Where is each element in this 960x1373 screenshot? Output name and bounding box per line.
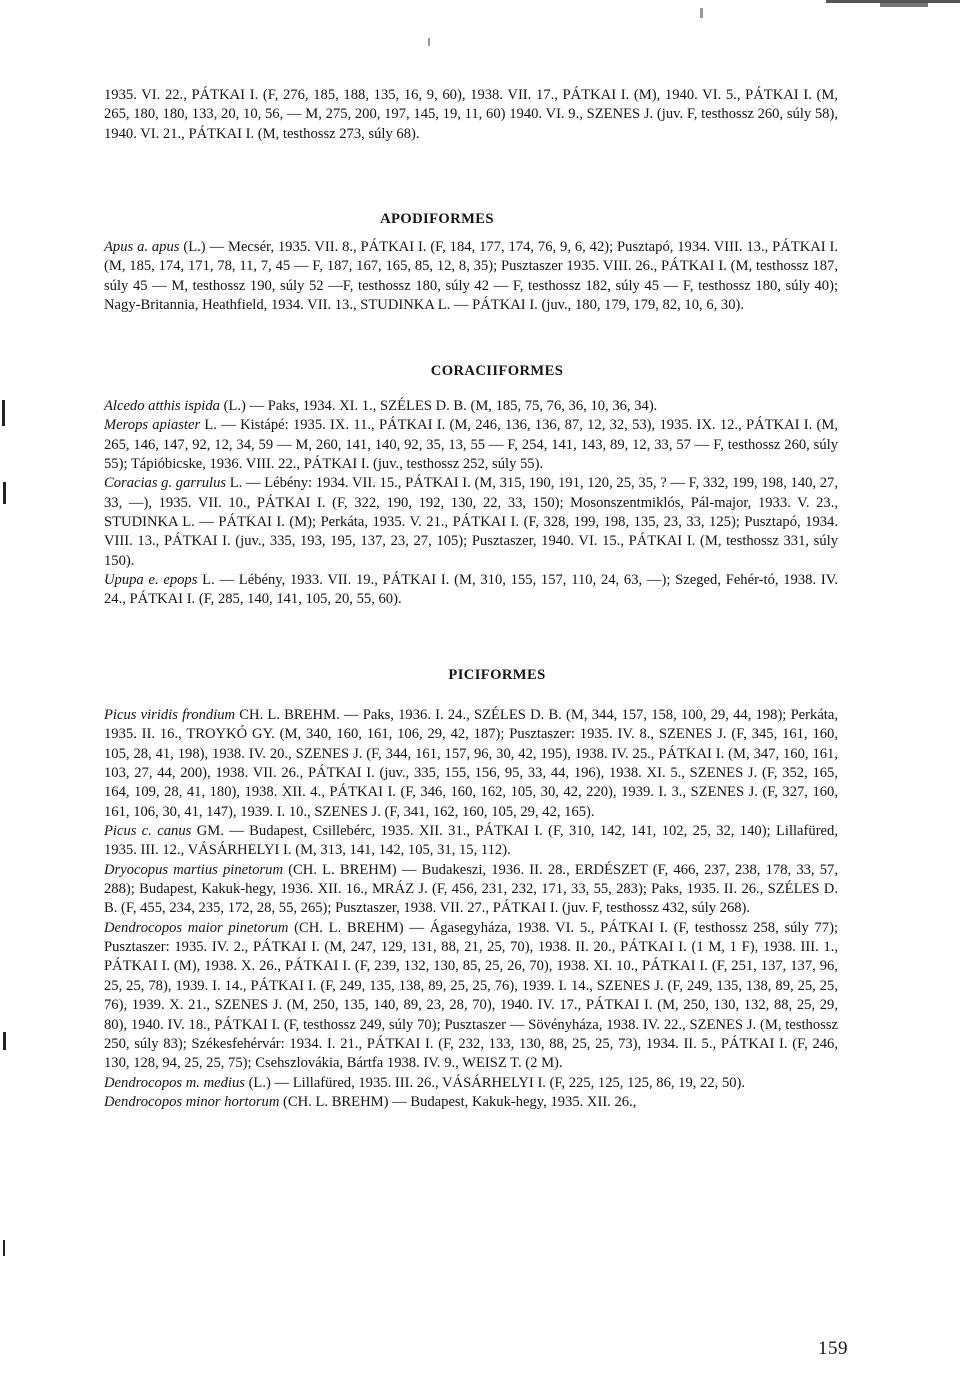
section-heading-coraciiformes: CORACIIFORMES [430, 363, 564, 379]
entry-text: (L.) — Mecsér, 1935. VII. 8., PÁTKAI I. (F, 184, 177, 174, 76, 9, 6, 42); Pusztapó, 1934. VIII. 13., PÁTKAI I. (M, 185, 174, 171, 78, 11, 7, 45 — F, 187, 167, 165, 85, 12, 8, 35); Pusztaszer 1935. VIII. 26., PÁTKAI I. (M, testhossz 187, súly 45 — M, testhossz 190, súly 52 —F, testhossz 180, súly 42 — F, testhossz 182, súly 45 — F, testhossz 180, súly 40); Nagy-Britannia, Heathfield, 1934. VII. 13., STUDINKA L. — PÁTKAI I. (juv., 180, 179, 179, 82, 10, 6, 30). [104, 239, 839, 314]
entry-text: (L.) — Paks, 1934. XI. 1., SZÉLES D. B. (M, 185, 75, 76, 36, 10, 36, 34). [219, 398, 658, 414]
species-name: Coracias g. garrulus [104, 475, 227, 492]
species-name: Dryocopus martius pinetorum [104, 861, 284, 878]
section-heading-apodiformes: APODIFORMES [380, 211, 494, 227]
species-name: Dendrocopos minor hortorum [104, 1093, 280, 1110]
species-entry [104, 1074, 838, 1093]
page-number: 159 [818, 1338, 848, 1359]
species-entry [104, 416, 838, 474]
scan-artifact [3, 1032, 6, 1050]
entry-text: L. — Lébény, 1933. VII. 19., PÁTKAI I. (M, 310, 155, 157, 110, 24, 63, —); Szeged, Fehér-tó, 1938. IV. 24., PÁTKAI I. (F, 285, 140, 141, 105, 20, 55, 60). [104, 572, 839, 608]
scan-artifact [3, 482, 6, 504]
entry-text: L. — Lébény: 1934. VII. 15., PÁTKAI I. (M, 315, 190, 191, 120, 25, 35, ? — F, 332, 199, 198, 140, 27, 33, —), 1935. VII. 10., PÁTKAI I. (F, 322, 190, 192, 130, 22, 33, 150); Mosonszentmiklós, Pál-major, 1933. V. 23., STUDINKA L. — PÁTKAI I. (M); Perkáta, 1935. V. 21., PÁTKAI I. (F, 328, 199, 198, 135, 23, 33, 125); Pusztapó, 1934. VIII. 13., PÁTKAI I. (juv., 335, 193, 195, 137, 23, 27, 105); Pusztaszer, 1940. VI. 15., PÁTKAI I. (M, testhossz 331, súly 150). [104, 475, 838, 569]
species-name: Alcedo atthis ispida [104, 398, 220, 414]
species-entry [104, 1093, 838, 1112]
species-entry [104, 238, 838, 315]
coraciiformes-section [104, 397, 838, 610]
species-name: Picus c. canus [104, 823, 192, 840]
intro-block [104, 86, 838, 144]
entry-text: (L.) — Lillafüred, 1935. III. 26., VÁSÁRHELYI I. (F, 225, 125, 125, 86, 19, 22, 50). [244, 1074, 746, 1091]
species-name: Picus viridis frondium [104, 707, 236, 723]
species-name: Dendrocopos m. medius [104, 1074, 245, 1091]
species-entry [104, 861, 838, 919]
entry-text: L. — Kistápé: 1935. IX. 11., PÁTKAI I. (M, 246, 136, 136, 87, 12, 32, 53), 1935. IX. 12., PÁTKAI I. (M, 265, 146, 147, 92, 12, 34, 59 — M, 260, 141, 140, 92, 35, 13, 55 — F, 254, 141, 143, 89, 12, 33, 57 — F, testhossz 260, súly 55); Tápióbicske, 1936. VIII. 22., PÁTKAI I. (juv., testhossz 252, súly 55). [104, 417, 838, 473]
species-entry [104, 397, 838, 416]
piciformes-section [104, 706, 838, 1112]
species-entry [104, 706, 838, 822]
species-entry [104, 822, 838, 861]
scan-artifact [880, 3, 928, 7]
scan-artifact [428, 38, 430, 46]
entry-text: GM. — Budapest, Csillebérc, 1935. XII. 31., PÁTKAI I. (F, 310, 142, 141, 102, 25, 32, 140); Lillafüred, 1935. III. 12., VÁSÁRHELYI I. (M, 313, 141, 142, 105, 31, 15, 112). [104, 823, 838, 859]
scan-artifact [2, 400, 5, 426]
species-entry [104, 571, 838, 610]
entry-text: CH. L. BREHM. — Paks, 1936. I. 24., SZÉLES D. B. (M, 344, 157, 158, 100, 29, 44, 198); Perkáta, 1935. II. 16., TROYKÓ GY. (M, 340, 160, 161, 106, 29, 42, 187); Pusztaszer: 1935. IV. 8., SZENES J. (F, 345, 161, 160, 105, 28, 41, 198), 1938. IV. 20., SZENES J. (F, 344, 161, 157, 96, 30, 42, 195), 1938. IV. 25., PÁTKAI I. (M, 347, 160, 161, 103, 27, 44, 200), 1938. VII. 26., PÁTKAI I. (juv., 335, 155, 156, 95, 33, 44, 196), 1938. XI. 5., SZENES J. (F, 352, 165, 164, 109, 28, 41, 180), 1938. XII. 4., PÁTKAI I. (F, 346, 160, 162, 105, 30, 42, 220), 1939. I. 3., SZENES J. (F, 327, 160, 161, 106, 30, 41, 147), 1939. I. 10., SZENES J. (F, 341, 162, 160, 105, 29, 42, 165). [104, 707, 838, 820]
species-entry [104, 919, 838, 1074]
entry-text: (CH. L. BREHM) — Budakeszi, 1936. II. 28., ERDÉSZET (F, 466, 237, 238, 178, 33, 57, 288); Budapest, Kakuk-hegy, 1936. XII. 16., MRÁZ J. (F, 456, 231, 232, 171, 33, 55, 283); Paks, 1935. II. 26., SZÉLES D. B. (F, 455, 234, 235, 172, 28, 55, 265); Pusztaszer, 1938. VII. 27., PÁTKAI I. (juv. F, testhossz 432, súly 268). [104, 861, 838, 917]
section-heading-piciformes: PICIFORMES [448, 667, 546, 683]
scan-artifact [700, 8, 703, 18]
apodiformes-section [104, 238, 838, 315]
species-name: Upupa e. epops [104, 572, 198, 589]
entry-text: (CH. L. BREHM) — Budapest, Kakuk-hegy, 1935. XII. 26., [279, 1093, 637, 1110]
scan-artifact [3, 1240, 5, 1256]
species-entry [104, 474, 838, 571]
intro-paragraph: 1935. VI. 22., PÁTKAI I. (F, 276, 185, 188, 135, 16, 9, 60), 1938. VII. 17., PÁTKAI I. (M), 1940. VI. 5., PÁTKAI I. (M, 265, 180, 180, 133, 20, 10, 56, — M, 275, 200, 197, 145, 19, 11, 60) 1940. VI. 9., SZENES J. (juv. F, testhossz 260, súly 58), 1940. VI. 21., PÁTKAI I. (M, testhossz 273, súly 68). [104, 87, 838, 142]
entry-text: (CH. L. BREHM) — Ágasegyháza, 1938. VI. 5., PÁTKAI I. (F, testhossz 258, súly 77); Pusztaszer: 1935. IV. 2., PÁTKAI I. (M, 247, 129, 131, 88, 21, 25, 70), 1938. II. 20., PÁTKAI I. (1 M, 1 F), 1938. III. 1., PÁTKAI I. (M), 1938. X. 26., PÁTKAI I. (F, 239, 132, 130, 85, 25, 26, 70), 1938. XI. 10., PÁTKAI I. (F, 251, 137, 137, 96, 25, 25, 78), 1939. I. 14., PÁTKAI I. (F, 249, 135, 138, 89, 25, 25, 76), 1939. I. 14., SZENES J. (F, 249, 135, 138, 89, 25, 25, 76), 1939. X. 21., SZENES J. (M, 250, 135, 140, 89, 23, 28, 70), 1940. IV. 17., PÁTKAI I. (M, 250, 130, 132, 88, 25, 29, 80), 1940. IV. 18., PÁTKAI I. (F, testhossz 249, súly 70); Pusztaszer — Sövényháza, 1938. IV. 22., SZENES J. (M, testhossz 250, súly 83); Székesfehérvár: 1934. I. 21., PÁTKAI I. (F, 232, 133, 130, 88, 25, 25, 73), 1934. II. 5., PÁTKAI I. (F, 246, 130, 128, 94, 25, 25, 75); Csehszlovákia, Bártfa 1938. IV. 9., WEISZ T. (2 M). [104, 919, 839, 1072]
species-name: Apus a. apus [104, 239, 180, 255]
species-name: Merops apiaster [104, 417, 201, 434]
species-name: Dendrocopos maior pinetorum [104, 919, 289, 936]
